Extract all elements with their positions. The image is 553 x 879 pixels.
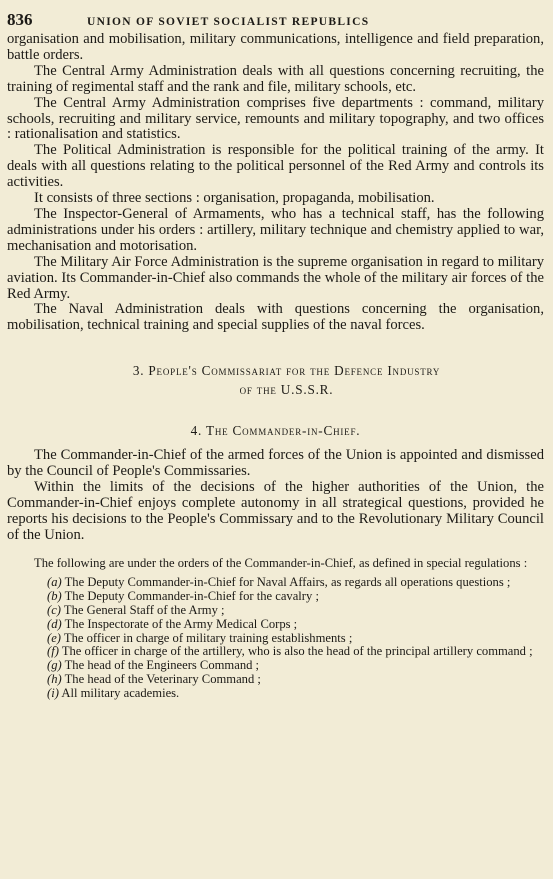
list-marker: (f) xyxy=(47,644,59,659)
list-item-text: The head of the Veterinary Command ; xyxy=(64,672,261,687)
body-text-top xyxy=(7,32,544,334)
paragraph: The Central Army Administration deals with all questions concerning recruiting, the training of regimental staff and the rank and file, military schools, etc. xyxy=(7,62,544,95)
list-item xyxy=(39,604,544,618)
section-3-heading-line-2: of the U.S.S.R. xyxy=(239,382,334,398)
list-marker: (i) xyxy=(47,685,59,700)
paragraph: The Naval Administration deals with questions concerning the organisation, mobilisation, technical training and special supplies of the naval forces. xyxy=(7,301,544,334)
list-marker: (g) xyxy=(47,658,62,673)
section-3-heading xyxy=(7,361,544,399)
page-header xyxy=(7,10,544,32)
list-marker: (b) xyxy=(47,589,62,604)
paragraph: It consists of three sections : organisation, propaganda, mobilisation. xyxy=(34,190,435,207)
paragraph: The Inspector-General of Armaments, who has a technical staff, has the following administrations under his orders : artillery, military technique and chemistry applied to war, mechanisation and motorisation. xyxy=(7,205,544,254)
list-item xyxy=(39,632,544,646)
list-item xyxy=(39,590,544,604)
paragraph: organisation and mobilisation, military communications, intelligence and field preparation, battle orders. xyxy=(7,31,544,63)
list-item xyxy=(39,659,544,673)
paragraph: The Military Air Force Administration is the supreme organisation in regard to military aviation. Its Commander-in-Chief also commands the whole of the military air forces of the Red Army. xyxy=(7,253,544,302)
list-item-text: The officer in charge of the artillery, who is also the head of the principal artillery command ; xyxy=(61,644,533,659)
list-item-text: The head of the Engineers Command ; xyxy=(64,658,260,673)
section-4-heading-text: 4. The Commander-in-Chief. xyxy=(190,423,361,439)
body-text-mid xyxy=(7,448,544,543)
regulations-block xyxy=(7,557,544,701)
list-marker: (e) xyxy=(47,630,61,645)
list-item-text: All military academies. xyxy=(61,685,180,700)
section-4-heading xyxy=(7,421,544,440)
paragraph: The Political Administration is responsible for the political training of the army. It deals with all questions relating to the political personnel of the Red Army and controls its activities. xyxy=(7,142,544,191)
list-item-text: The Deputy Commander-in-Chief for Naval Affairs, as regards all operations questions ; xyxy=(64,575,511,590)
page-number: 836 xyxy=(7,10,33,29)
list-item-text: The officer in charge of military training establishments ; xyxy=(63,630,353,645)
list-item xyxy=(39,673,544,687)
list-item-text: The General Staff of the Army ; xyxy=(63,603,225,618)
section-3-heading-line-1: 3. People's Commissariat for the Defence Industry xyxy=(132,363,441,379)
regulations-intro: The following are under the orders of the Commander-in-Chief, as defined in special regulations : xyxy=(34,555,528,570)
running-head: UNION OF SOVIET SOCIALIST REPUBLICS xyxy=(87,16,370,28)
list-item xyxy=(39,645,544,659)
list-item xyxy=(39,687,544,701)
regulations-list xyxy=(7,576,544,700)
list-marker: (h) xyxy=(47,672,62,687)
list-item xyxy=(39,618,544,632)
list-item-text: The Deputy Commander-in-Chief for the cavalry ; xyxy=(64,589,319,604)
list-marker: (d) xyxy=(47,616,62,631)
list-item-text: The Inspectorate of the Army Medical Corps ; xyxy=(64,616,298,631)
list-marker: (c) xyxy=(47,603,61,618)
list-item xyxy=(39,576,544,590)
paragraph: Within the limits of the decisions of the higher authorities of the Union, the Commander-in-Chief enjoys complete autonomy in all strategical questions, provided he reports his decisions to the People's Commissary and to the Revolutionary Military Council of the Union. xyxy=(7,479,544,543)
paragraph: The Central Army Administration comprises five departments : command, military schools, recruiting and military service, remounts and military topography, and two offices : rationalisation and statistics. xyxy=(7,94,544,143)
paragraph: The Commander-in-Chief of the armed forces of the Union is appointed and dismissed by the Council of People's Commissaries. xyxy=(7,447,544,480)
list-marker: (a) xyxy=(47,575,62,590)
